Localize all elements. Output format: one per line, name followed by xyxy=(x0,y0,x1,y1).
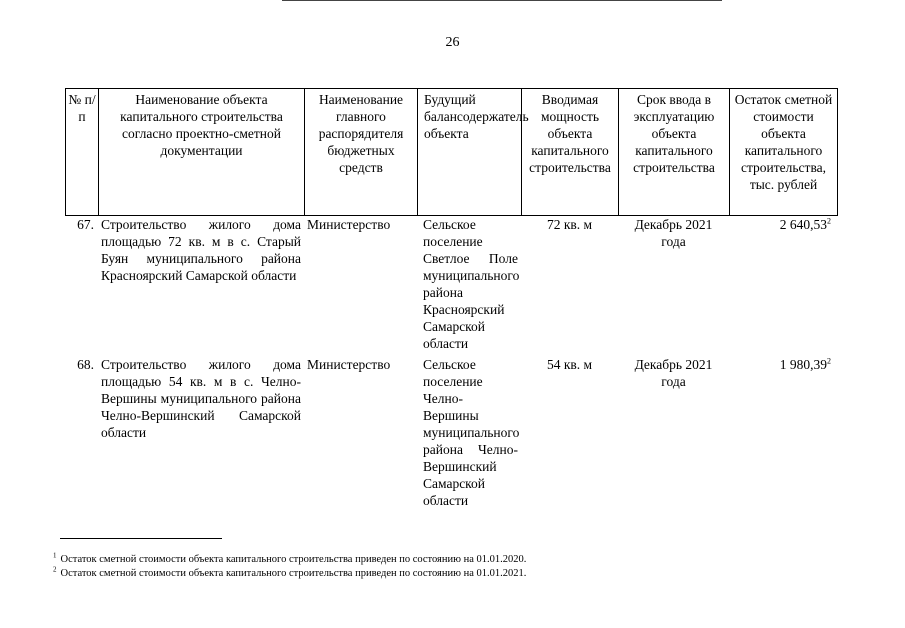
table-row xyxy=(65,356,837,509)
table-body xyxy=(65,216,837,509)
footnote xyxy=(53,567,813,581)
footnote-ref: 2 xyxy=(827,216,831,226)
footnote xyxy=(53,553,813,567)
remaining-cost: 2 640,53$^2$ xyxy=(779,216,831,232)
object-name: Строительство жилого дома площадью 54 кв. м в с. Челно-Вершины муниципального района Челно-Вершинский Самарской области xyxy=(101,357,301,440)
balance-holder: Сельское поселение Челно-Вершины муниципального района Челно-Вершинский Самарской области xyxy=(423,357,520,508)
top-border-line xyxy=(282,0,722,1)
column-header-remaining-cost: Остаток сметной стоимости объекта капитального строительства, тыс. рублей xyxy=(730,89,838,216)
column-header-commissioning-date: Срок ввода в эксплуатацию объекта капитального строительства xyxy=(619,89,730,216)
capacity: 72 кв. м xyxy=(546,217,593,232)
balance-holder: Сельское поселение Светлое Поле муниципального района Красноярский Самарской области xyxy=(423,217,520,351)
column-header-ministry: Наименование главного распорядителя бюджетных средств xyxy=(305,89,418,216)
column-header-capacity: Вводимая мощность объекта капитального строительства xyxy=(522,89,619,216)
column-header-number: № п/п xyxy=(66,89,99,216)
table-row xyxy=(65,216,837,356)
ministry: Министерство xyxy=(307,357,391,372)
footnote-mark: 2 xyxy=(53,565,57,574)
footnote-text: Остаток сметной стоимости объекта капитального строительства приведен по состоянию на 01.01.2021. xyxy=(60,568,527,579)
remaining-cost: 1 980,39$^2$ xyxy=(779,356,831,372)
capacity: 54 кв. м xyxy=(546,357,593,372)
commissioning-date: Декабрь 2021 года xyxy=(634,217,713,249)
row-number: 68. xyxy=(77,357,94,372)
object-name: Строительство жилого дома площадью 72 кв. м в с. Старый Буян муниципального района Красноярский Самарской области xyxy=(101,217,301,283)
ministry: Министерство xyxy=(307,217,391,232)
commissioning-date: Декабрь 2021 года xyxy=(634,357,713,389)
row-number: 67. xyxy=(77,217,94,232)
footnote-text: Остаток сметной стоимости объекта капитального строительства приведен по состоянию на 01.01.2020. xyxy=(60,554,527,565)
column-header-balance-holder: Будущий балансодержатель объекта xyxy=(418,89,522,216)
footnotes xyxy=(53,553,813,581)
page-number: 26 xyxy=(445,35,460,50)
footnote-ref: 2 xyxy=(827,356,831,366)
footnote-separator xyxy=(60,538,222,539)
table-header xyxy=(65,88,838,216)
footnote-mark: 1 xyxy=(53,551,57,560)
column-header-object-name: Наименование объекта капитального строительства согласно проектно-сметной документации xyxy=(99,89,305,216)
